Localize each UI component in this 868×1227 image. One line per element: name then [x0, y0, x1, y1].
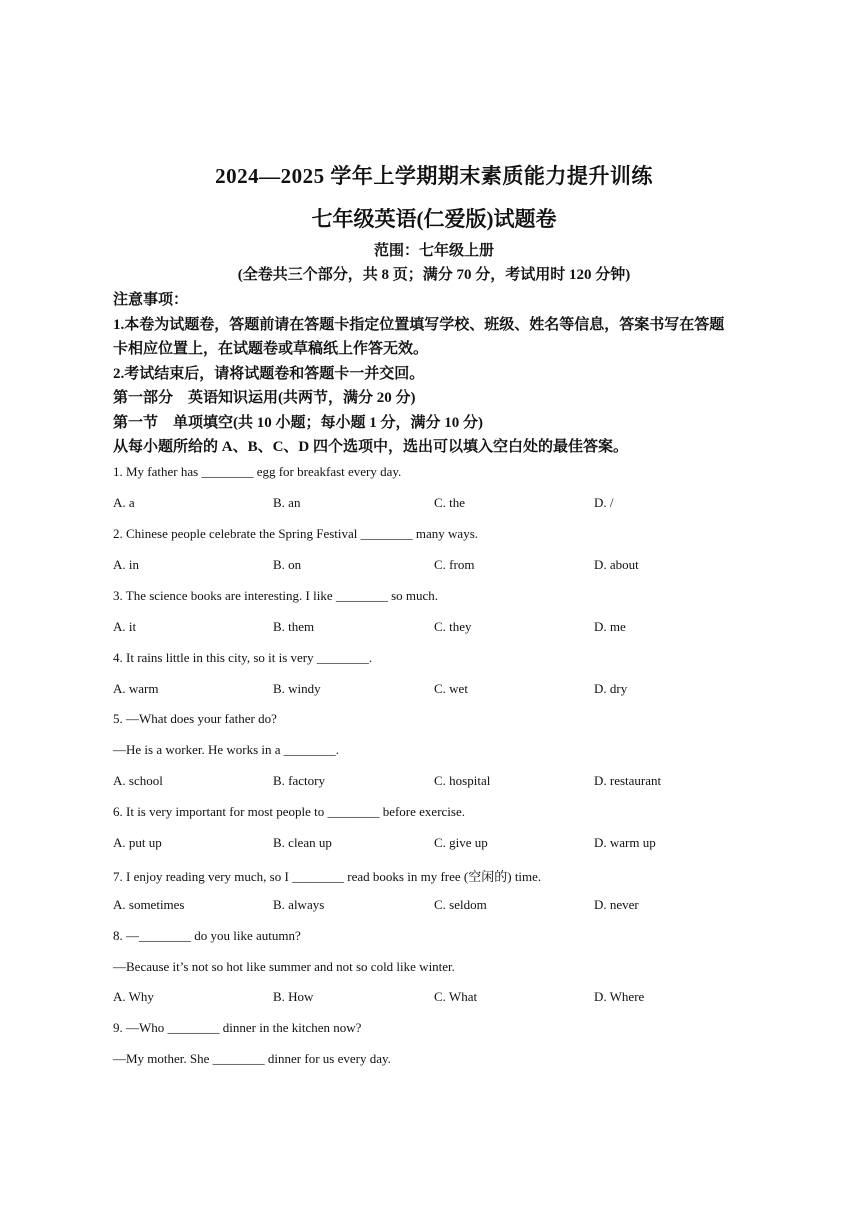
option-b: B. How: [273, 989, 314, 1004]
option-b: B. on: [273, 557, 302, 572]
option-c: C. the: [434, 495, 466, 510]
notice-item-1-line-2: 卡相应位置上，在试题卷或草稿纸上作答无效。: [113, 341, 429, 357]
question-5-text: 5. —What does your father do?: [113, 711, 277, 726]
exam-title: 2024—2025 学年上学期期末素质能力提升训练: [215, 164, 653, 188]
question-8-text: 8. —________ do you like autumn?: [113, 928, 301, 943]
option-d: D. never: [594, 897, 639, 912]
option-d: D. dry: [594, 681, 628, 696]
question-8-text-line-2: —Because it’s not so hot like summer and not so cold like winter.: [113, 959, 455, 974]
option-b: B. factory: [273, 773, 325, 788]
question-6-options: [113, 835, 773, 853]
option-a: A. put up: [113, 835, 162, 850]
option-c: C. What: [434, 989, 478, 1004]
option-a: A. Why: [113, 989, 154, 1004]
question-5-text-line-2: —He is a worker. He works in a ________.: [113, 742, 340, 757]
section-1-heading: 第一节 单项填空(共 10 小题；每小题 1 分，满分 10 分): [113, 415, 483, 431]
option-b: B. an: [273, 495, 301, 510]
option-b: B. always: [273, 897, 325, 912]
option-d: D. warm up: [594, 835, 656, 850]
part-1-heading: 第一部分 英语知识运用(共两节，满分 20 分): [113, 390, 416, 406]
question-7-options: [113, 897, 773, 915]
question-2-options: [113, 557, 773, 575]
question-9-text: 9. —Who ________ dinner in the kitchen now?: [113, 1020, 362, 1035]
option-d: D. /: [594, 495, 614, 510]
option-b: B. clean up: [273, 835, 332, 850]
option-a: A. in: [113, 557, 139, 572]
exam-range: 范围：七年级上册: [373, 243, 494, 259]
option-c: C. give up: [434, 835, 488, 850]
question-5-options: [113, 773, 773, 791]
option-b: B. them: [273, 619, 315, 634]
question-8-options: [113, 989, 773, 1007]
question-4-text: 4. It rains little in this city, so it is very ________.: [113, 650, 373, 665]
option-d: D. about: [594, 557, 639, 572]
question-1-options: [113, 495, 773, 513]
option-c: C. from: [434, 557, 475, 572]
question-4-options: [113, 681, 773, 699]
question-3-options: [113, 619, 773, 637]
notice-heading: 注意事项：: [113, 292, 189, 308]
notice-item-2: 2.考试结束后，请将试题卷和答题卡一并交回。: [113, 366, 425, 382]
option-c: C. they: [434, 619, 472, 634]
question-6-text: 6. It is very important for most people to ________ before exercise.: [113, 804, 465, 819]
option-a: A. warm: [113, 681, 159, 696]
question-9-text-line-2: —My mother. She ________ dinner for us every day.: [113, 1051, 391, 1066]
question-3-text: 3. The science books are interesting. I like ________ so much.: [113, 588, 439, 603]
option-c: C. hospital: [434, 773, 491, 788]
option-a: A. school: [113, 773, 163, 788]
option-d: D. restaurant: [594, 773, 662, 788]
notice-item-1-line-1: 1.本卷为试题卷，答题前请在答题卡指定位置填写学校、班级、姓名等信息，答案书写在答题: [113, 317, 725, 333]
option-d: D. me: [594, 619, 626, 634]
option-c: C. seldom: [434, 897, 487, 912]
exam-subtitle: 七年级英语(仁爱版)试题卷: [311, 207, 557, 231]
question-2-text: 2. Chinese people celebrate the Spring Festival ________ many ways.: [113, 526, 479, 541]
option-a: A. sometimes: [113, 897, 185, 912]
option-a: A. it: [113, 619, 137, 634]
question-1-text: 1. My father has ________ egg for breakfast every day.: [113, 464, 402, 479]
option-b: B. windy: [273, 681, 321, 696]
option-d: D. Where: [594, 989, 645, 1004]
section-instructions: 从每小题所给的 A、B、C、D 四个选项中，选出可以填入空白处的最佳答案。: [113, 439, 629, 455]
exam-info: (全卷共三个部分，共 8 页；满分 70 分，考试用时 120 分钟): [237, 267, 631, 283]
option-c: C. wet: [434, 681, 468, 696]
question-7-text: 7. I enjoy reading very much, so I ________ read books in my free (空闲的) time.: [113, 869, 542, 884]
option-a: A. a: [113, 495, 135, 510]
